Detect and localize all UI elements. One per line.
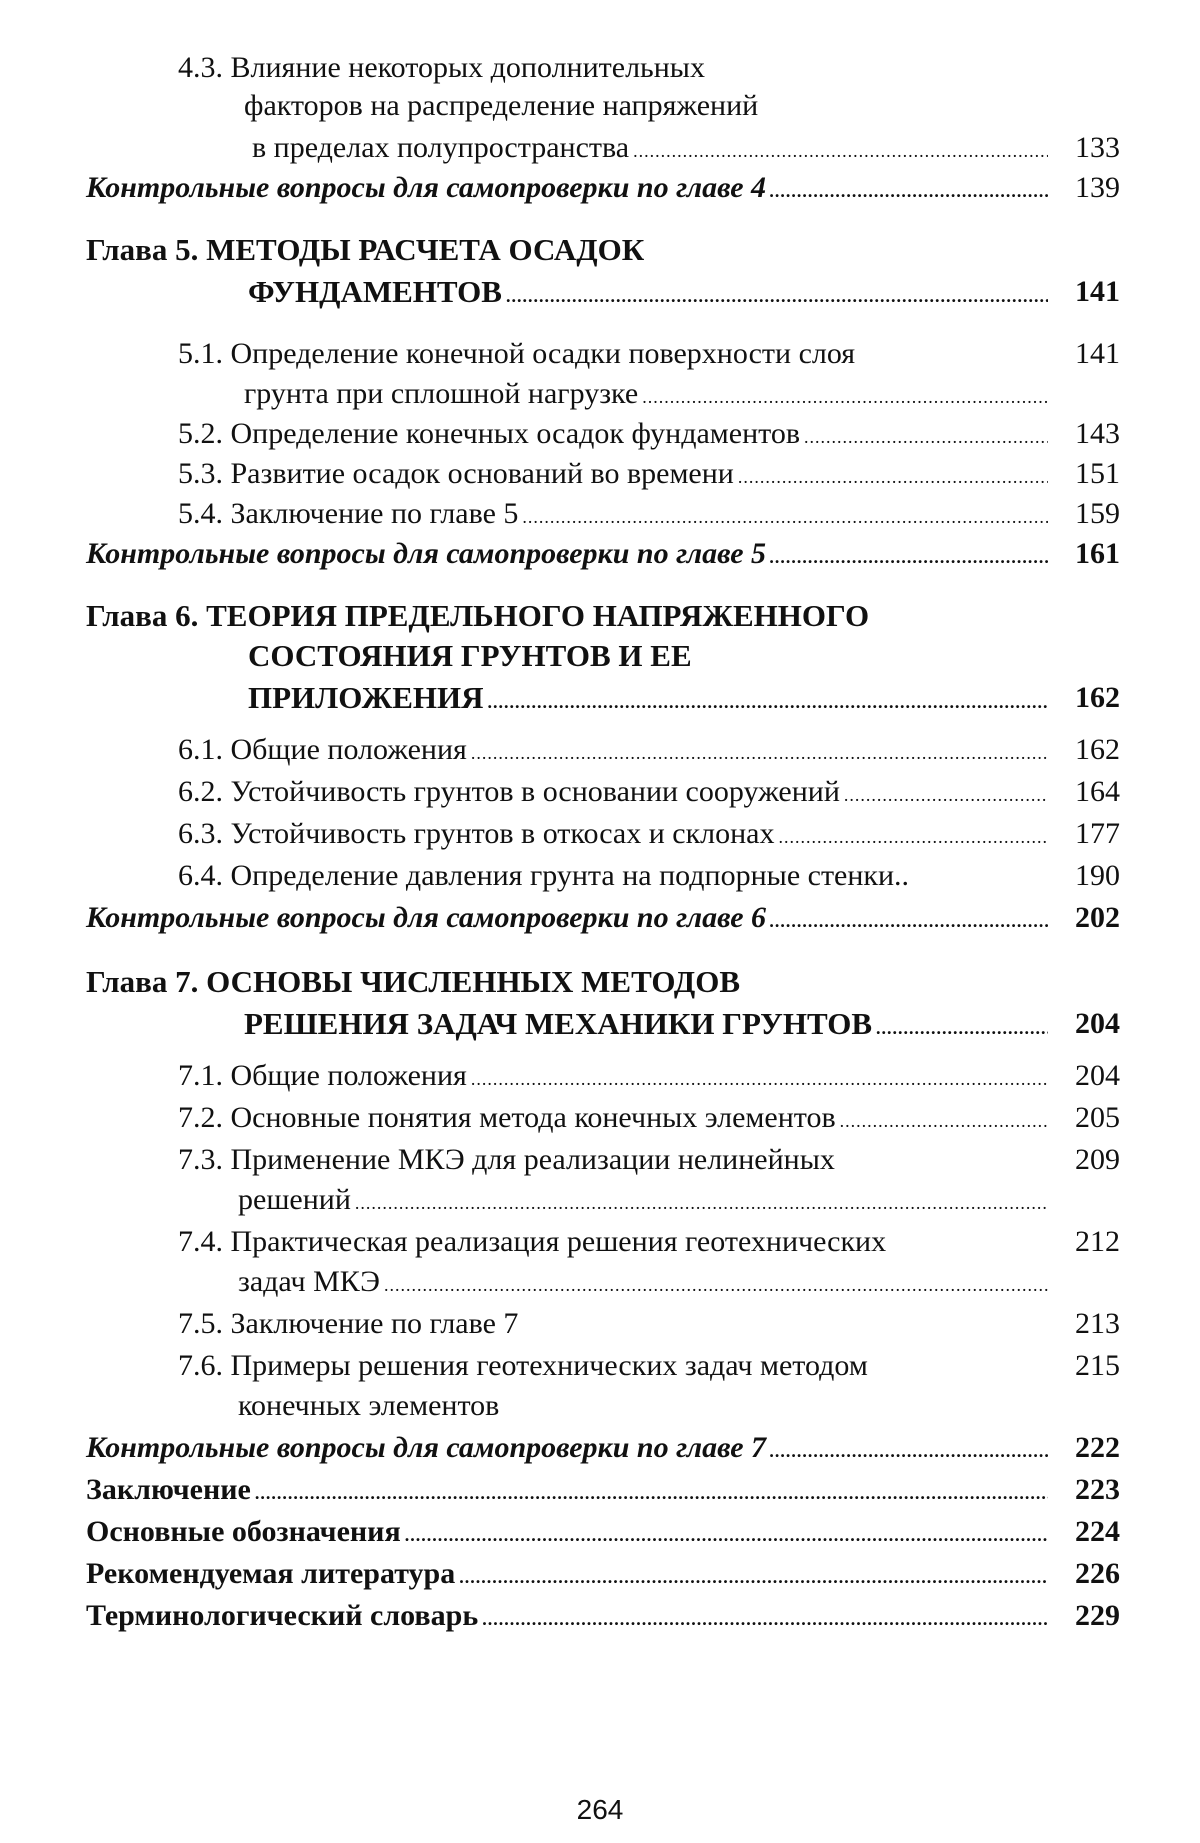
leader-dots [770,901,1048,941]
leader-dots [840,1101,1048,1141]
toc-page-number: 177 [1075,817,1120,850]
toc-chapter-title: СОСТОЯНИЯ ГРУНТОВ И ЕЕ [248,638,692,673]
leader-dots [770,1431,1048,1471]
toc-entry-7-1[interactable] [178,1056,1052,1099]
toc-entry-7-6-line1[interactable] [178,1346,868,1386]
leader-dots [482,1599,1048,1639]
toc-entry-6-2[interactable] [178,772,1052,815]
toc-entry-7-4-line1[interactable] [178,1222,886,1262]
toc-entry-7-5[interactable] [178,1304,518,1344]
toc-chapter-title: Глава 7. ОСНОВЫ ЧИСЛЕННЫХ МЕТОДОВ [86,964,741,999]
toc-entry-text: 7.2. Основные понятия метода конечных элементов [178,1101,836,1134]
toc-entry-6-4[interactable] [178,856,909,896]
toc-page-number: 161 [1075,537,1120,570]
toc-entry-6-1[interactable] [178,730,1052,773]
toc-entry-notation[interactable] [86,1512,1052,1555]
toc-entry-questions-5[interactable] [86,534,1052,577]
toc-page-number: 162 [1075,733,1120,766]
leader-dots [844,775,1048,815]
toc-chapter-title: ФУНДАМЕНТОВ [248,274,502,309]
leader-dots [471,733,1048,773]
toc-entry-text: решений [238,1183,351,1216]
toc-entry-5-1-line1[interactable] [178,334,855,374]
toc-page-number: 209 [1075,1143,1120,1176]
page-number-footer: 264 [576,1794,624,1825]
toc-entry-text: Контрольные вопросы для самопроверки по главе 5 [86,537,767,570]
toc-entry-text: Рекомендуемая литература [86,1557,456,1590]
toc-page-number: 223 [1075,1473,1120,1506]
toc-entry-text: Контрольные вопросы для самопроверки по главе 7 [86,1431,767,1464]
toc-entry-7-3-line1[interactable] [178,1140,835,1180]
leader-dots [384,1265,1048,1305]
toc-entry-text: 6.2. Устойчивость грунтов в основании сооружений [178,775,840,808]
toc-page-number: 229 [1075,1599,1120,1632]
toc-chapter-title: РЕШЕНИЯ ЗАДАЧ МЕХАНИКИ ГРУНТОВ [244,1006,873,1041]
toc-page-number: 162 [1075,681,1120,714]
toc-chapter-title: ПРИЛОЖЕНИЯ [248,680,484,715]
toc-page-number: 141 [1075,275,1120,308]
toc-page-number: 133 [1075,131,1120,164]
leader-dots [642,377,1048,417]
toc-entry-literature[interactable] [86,1554,1052,1597]
toc-chapter-title: Глава 5. МЕТОДЫ РАСЧЕТА ОСАДОК [86,232,645,267]
toc-page-number: 212 [1075,1225,1120,1258]
toc-page-number: 159 [1075,497,1120,530]
toc-chapter-6-line1[interactable] [86,596,869,636]
toc-page-number: 222 [1075,1431,1120,1464]
toc-chapter-7-line2[interactable] [244,1004,1052,1048]
toc-page-number: 204 [1075,1059,1120,1092]
toc-entry-text: 7.5. Заключение по главе 7 [178,1307,519,1340]
toc-entry-text: конечных элементов [238,1389,500,1422]
toc-entry-text: грунта при сплошной нагрузке [244,377,639,410]
leader-dots [459,1557,1048,1597]
toc-page-number: 190 [1075,859,1120,892]
toc-page-number: 224 [1075,1515,1120,1548]
toc-entry-7-6-line2[interactable] [238,1386,499,1426]
toc-page-number: 226 [1075,1557,1120,1590]
toc-page-number: 143 [1075,417,1120,450]
leader-dots [738,457,1048,497]
toc-entry-4-3-line1 [178,48,705,88]
toc-entry-questions-6[interactable] [86,898,1052,941]
toc-entry-text: 6.4. Определение давления грунта на подпорные стенки.. [178,859,910,892]
toc-page-number: 205 [1075,1101,1120,1134]
toc-entry-text: Контрольные вопросы для самопроверки по главе 6 [86,901,767,934]
toc-page-number: 164 [1075,775,1120,808]
toc-entry-text: 5.3. Развитие осадок оснований во времени [178,457,734,490]
toc-page-number: 151 [1075,457,1120,490]
toc-page-number: 202 [1075,901,1120,934]
toc-entry-6-3[interactable] [178,814,1052,857]
toc-entry-text: 5.2. Определение конечных осадок фундаментов [178,417,801,450]
leader-dots [355,1183,1048,1223]
toc-page-number: 139 [1075,171,1120,204]
toc-entry-questions-4[interactable] [86,168,1052,211]
toc-entry-5-2[interactable] [178,414,1052,457]
leader-dots [876,1008,1048,1048]
toc-page-number: 215 [1075,1349,1120,1382]
leader-dots [633,131,1048,171]
toc-entry-5-4[interactable] [178,494,1052,537]
toc-entry-glossary[interactable] [86,1596,1052,1639]
toc-entry-4-3-line2 [244,86,758,126]
toc-page-number: 204 [1075,1007,1120,1040]
toc-entry-text: Терминологический словарь [86,1599,479,1632]
leader-dots [778,817,1048,857]
leader-dots [804,417,1048,457]
toc-entry-text: Основные обозначения [86,1515,401,1548]
toc-entry-7-4-line2[interactable] [238,1262,1052,1305]
toc-chapter-5-line2[interactable] [248,272,1052,316]
toc-chapter-5-line1[interactable] [86,230,644,270]
toc-page-number: 141 [1075,337,1120,370]
toc-entry-text: 5.4. Заключение по главе 5 [178,497,519,530]
toc-entry-text: 4.3. Влияние некоторых дополнительных [178,51,705,84]
toc-entry-text: 7.6. Примеры решения геотехнических задач методом [178,1349,868,1382]
toc-entry-text: 6.3. Устойчивость грунтов в откосах и склонах [178,817,775,850]
toc-entry-7-2[interactable] [178,1098,1052,1141]
leader-dots [471,1059,1048,1099]
leader-dots [488,682,1048,722]
toc-entry-5-3[interactable] [178,454,1052,497]
leader-dots [506,276,1048,316]
leader-dots [770,537,1048,577]
toc-entry-conclusion[interactable] [86,1470,1052,1513]
leader-dots [770,171,1048,211]
toc-entry-text: 6.1. Общие положения [178,733,467,766]
toc-chapter-6-line3[interactable] [248,678,1052,722]
leader-dots [405,1515,1048,1555]
toc-chapter-7-line1[interactable] [86,962,740,1002]
toc-page-number: 213 [1075,1307,1120,1340]
toc-entry-text: Контрольные вопросы для самопроверки по главе 4 [86,171,767,204]
toc-entry-5-1-line2[interactable] [244,374,1052,417]
toc-entry-text: в пределах полупространства [252,131,630,164]
toc-entry-text: 7.1. Общие положения [178,1059,467,1092]
toc-entry-text: 7.3. Применение МКЭ для реализации нелинейных [178,1143,835,1176]
toc-entry-questions-7[interactable] [86,1428,1052,1471]
toc-entry-text: Заключение [86,1473,251,1506]
toc-entry-7-3-line2[interactable] [238,1180,1052,1223]
toc-chapter-6-line2[interactable] [248,636,692,676]
leader-dots [522,497,1048,537]
leader-dots [255,1473,1048,1513]
toc-entry-text: факторов на распределение напряжений [244,89,759,122]
toc-entry-text: 7.4. Практическая реализация решения геотехнических [178,1225,887,1258]
toc-entry-text: задач МКЭ [238,1265,380,1298]
toc-chapter-title: Глава 6. ТЕОРИЯ ПРЕДЕЛЬНОГО НАПРЯЖЕННОГО [86,598,870,633]
toc-entry-text: 5.1. Определение конечной осадки поверхности слоя [178,337,856,370]
toc-entry-4-3-line3[interactable] [252,128,1052,171]
